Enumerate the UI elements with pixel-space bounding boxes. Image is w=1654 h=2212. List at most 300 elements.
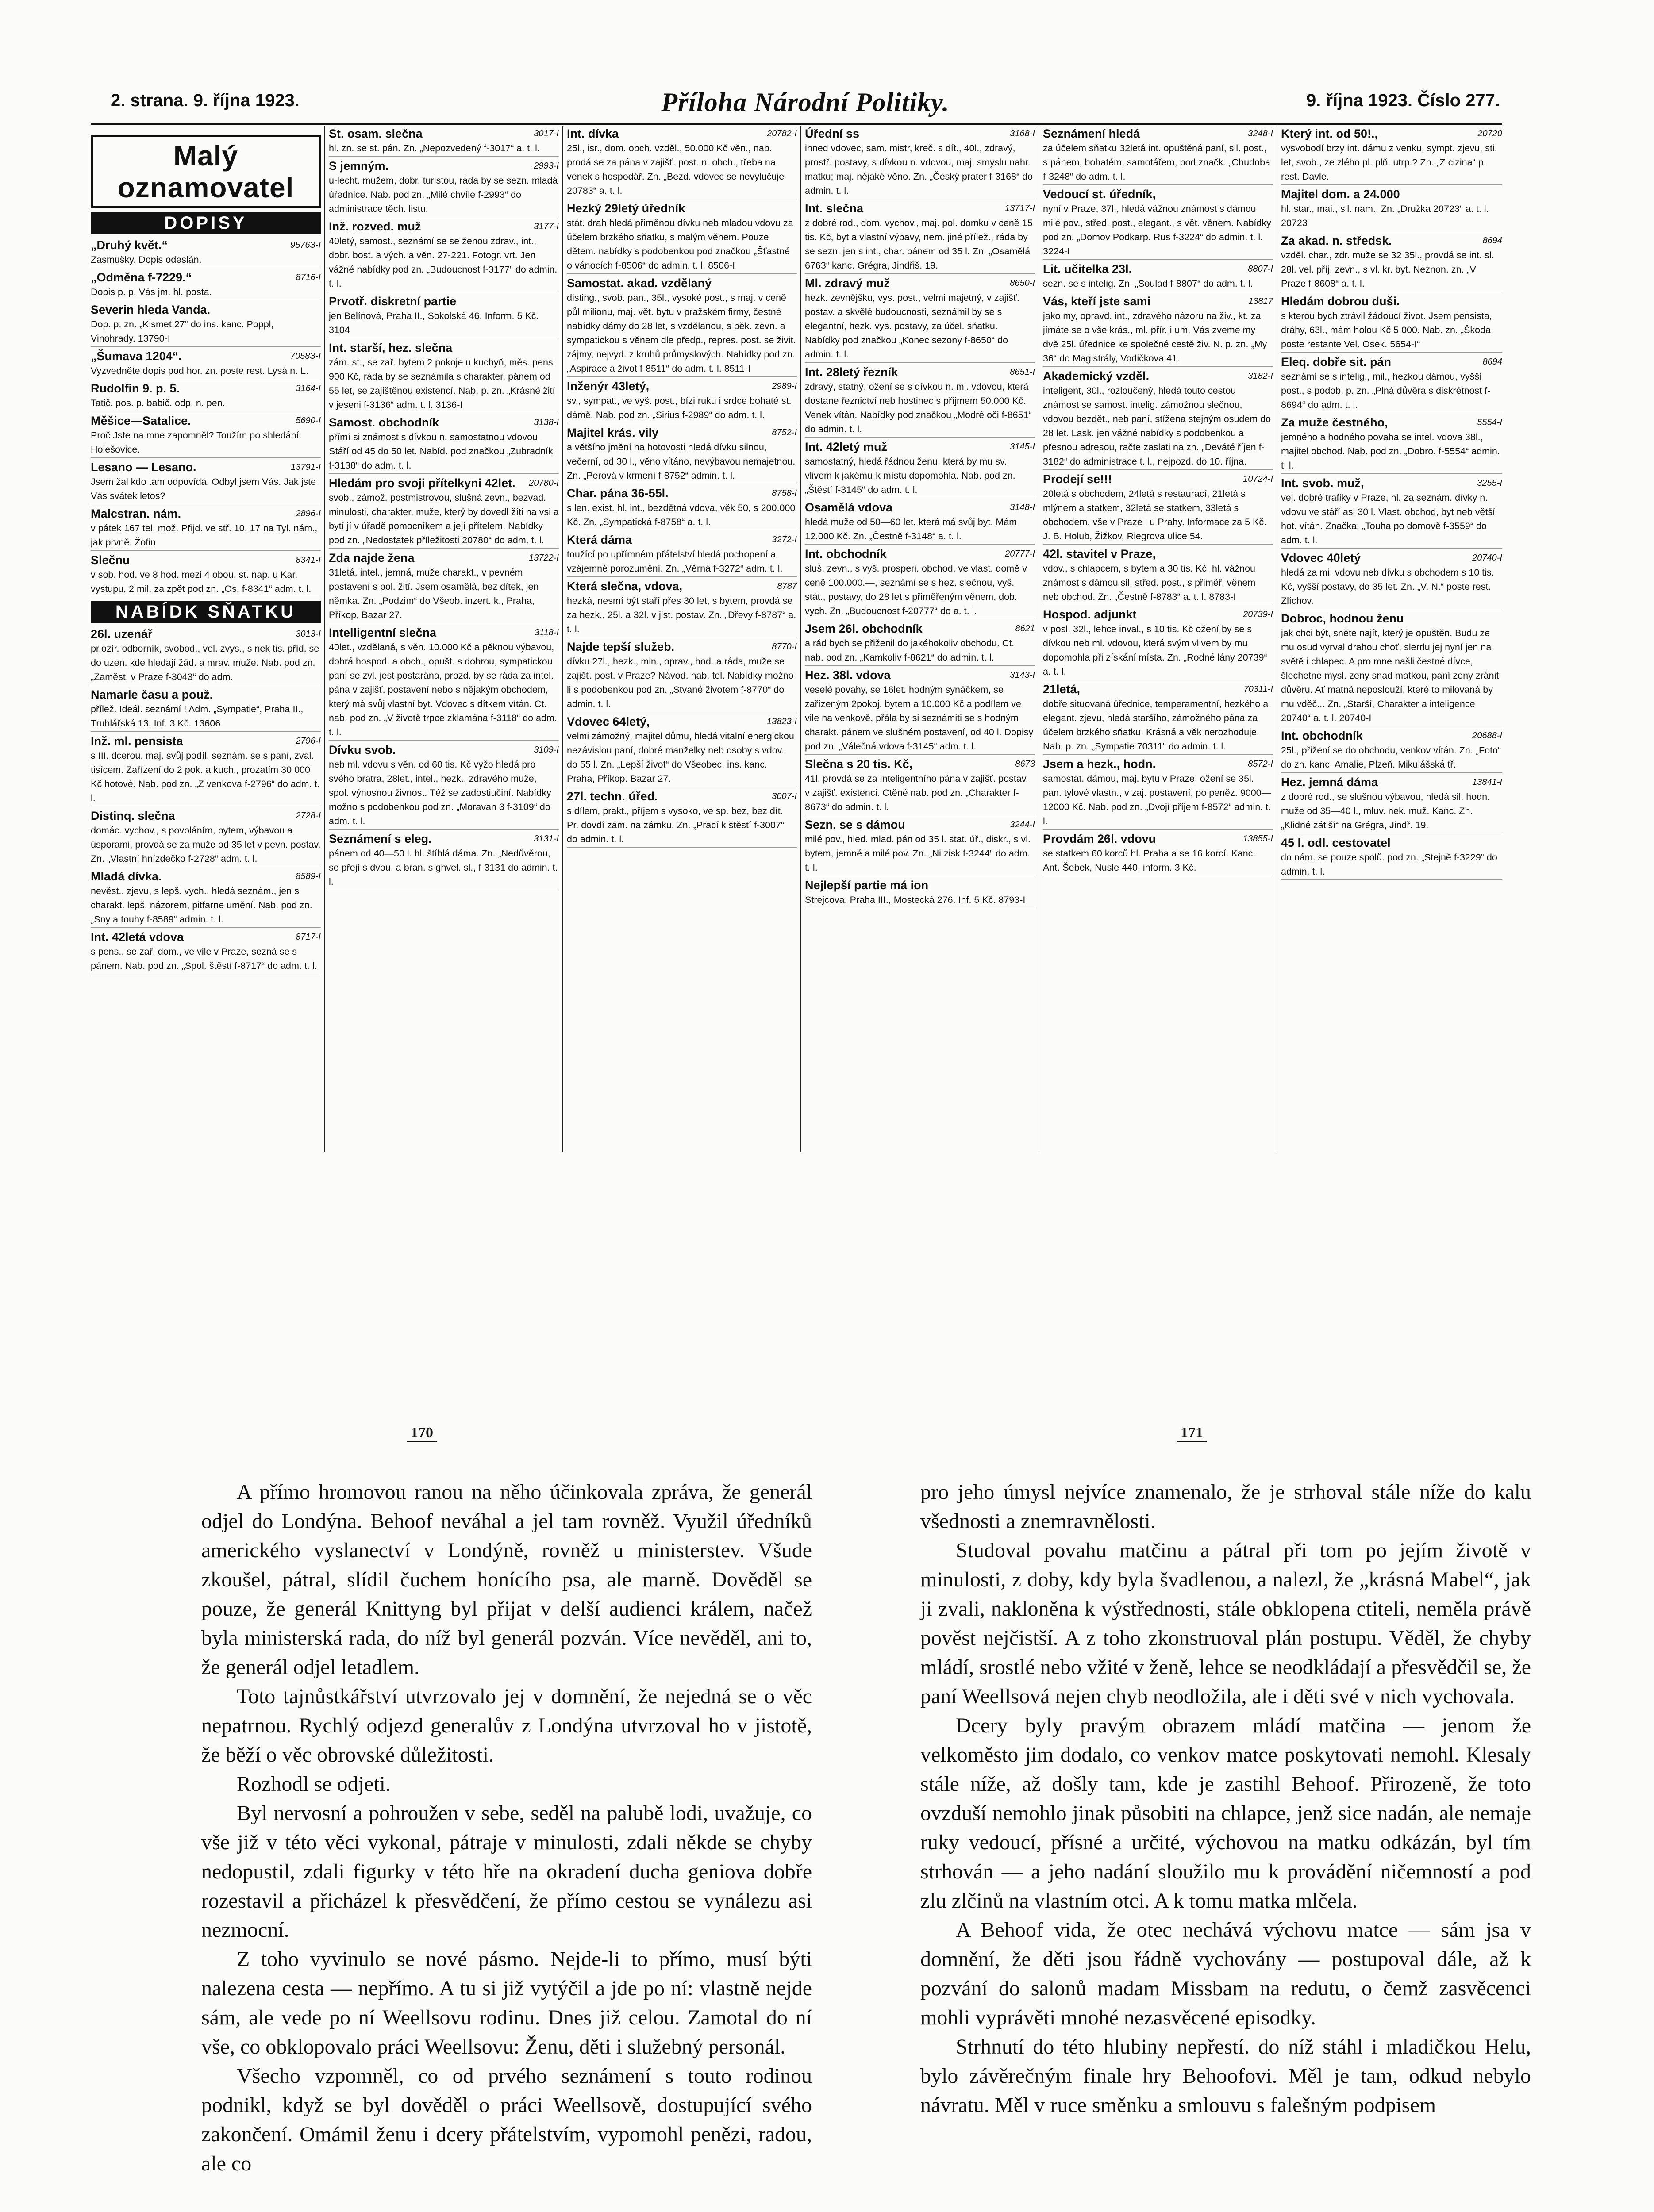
ad-code: 3244-I <box>1010 820 1035 830</box>
ad-heading-text: Hledám pro svoji přítelkyni 42let. <box>329 476 515 490</box>
ad-heading <box>329 742 559 757</box>
ad-heading <box>805 439 1035 454</box>
ad-text: za účelem sňatku 32letá int. opuštěná paní, sil. post., s pánem, bohatém, samotářem, pod značk. „Chudoba f-3248“ do adm. t. l. <box>1043 143 1270 182</box>
classified-ad <box>567 126 797 199</box>
ad-heading-text: Inženýr 43letý, <box>567 380 650 393</box>
classified-ad <box>329 158 559 217</box>
ad-text: Vyzvedněte dopis pod hor. zn. poste rest. Lysá n. L. <box>91 365 309 376</box>
ad-heading <box>1043 757 1273 772</box>
classified-ad <box>91 238 321 268</box>
ad-heading-text: Seznámení s eleg. <box>329 832 432 845</box>
ad-text: nyní v Praze, 37l., hledá vážnou známost s dámou milé pov., střed. post., elegant., s vět. věnem. Nabídky pod zn. „Domov Podkarp. Rus f-3224“ do admin. t. l. 3224-I <box>1043 204 1271 257</box>
classified-ad <box>1281 233 1502 292</box>
ad-code: 8787 <box>777 581 797 591</box>
classified-ad <box>805 201 1035 274</box>
classified-ad <box>1281 476 1502 549</box>
section-dopisy: DOPISY <box>91 212 321 234</box>
classified-ad <box>329 294 559 338</box>
ad-heading <box>91 733 321 749</box>
classified-ad <box>1281 187 1502 231</box>
section-snatek: NABÍDK SŇATKU <box>91 601 321 623</box>
classified-ad <box>329 625 559 741</box>
ad-text: sezn. se s intelig. Zn. „Soulad f-8807“ do adm. t. l. <box>1043 278 1253 289</box>
classified-ad <box>329 415 559 474</box>
ad-text: u-lecht. mužem, dobr. turistou, ráda by se sezn. mladá úřednice. Nab. pod zn. „Milé chvíle f-2993“ do administrace těch. listu. <box>329 175 558 214</box>
paragraph: pro jeho úmysl nejvíce znamenalo, že je strhoval stále níže do kalu všednosti a znemravnělosti. <box>920 1480 1531 1533</box>
ad-text: nevěst., zjevu, s lepš. vych., hledá seznám., jen s charakt. lepš. názorem, pitfarne umění. Nab. pod zn. „Sny a touhy f-8589“ admin. t. l. <box>91 886 312 925</box>
ad-heading-text: Dobroc, hodnou ženu <box>1281 612 1404 625</box>
ad-heading <box>91 413 321 428</box>
classifieds-column-4 <box>805 126 1035 1152</box>
ad-text: dívku 27l., hezk., min., oprav., hod. a ráda, muže se zajišť. post. v Praze? Návod. nab. tel. Nabídky možno-li s podobenkou pod zn. „Stvané životem f-8770“ do admin. t. l. <box>567 656 797 709</box>
ad-heading-text: Severin hleda Vanda. <box>91 303 211 316</box>
ad-code: 3272-I <box>772 535 797 545</box>
ad-heading <box>329 831 559 846</box>
ad-text: s len. exist. hl. int., bezdětná vdova, věk 50, s 200.000 Kč. Zn. „Sympatická f-8758“ a. t. l. <box>567 503 796 527</box>
ad-heading <box>805 757 1035 772</box>
ad-heading-text: Vdovec 40letý <box>1281 551 1361 565</box>
ad-text: 20letá s obchodem, 24letá s restaurací, 21letá s mlýnem a statkem, 32letá se statkem, 33letá s obchodem, vše v Praze i u Prahy. Informace za 5 Kč. J. B. Holub, Žižkov, Riegrova ulice 54. <box>1043 488 1267 541</box>
ad-code: 8717-I <box>296 932 321 942</box>
ad-heading-text: Jsem a hezk., hodn. <box>1043 757 1156 771</box>
ad-heading <box>567 276 797 291</box>
ad-heading <box>1281 354 1502 369</box>
classified-ad <box>805 546 1035 619</box>
ad-heading-text: Majitel dom. a 24.000 <box>1281 188 1400 201</box>
ad-heading-text: Prvotř. diskretní partie <box>329 295 457 308</box>
ad-text: hl. star., mai., sil. nam., Zn. „Družka 20723“ a. t. l. 20723 <box>1281 204 1489 228</box>
ad-heading-text: Int. 42letá vdova <box>91 930 184 944</box>
ad-heading <box>805 201 1035 216</box>
ad-text: disting., svob. pan., 35l., vysoké post., s maj. v ceně půl milionu, maj. vět. bytu v pražském firmy, čestné nabídky dámy do 28 let, s vzdělanou, s pěk. zevn. a sympatickou s věnem dle předp., repres. post. se živit. zájmy, nejvyd. z kruhů průmyslových. Nabídky pod zn. „Aspirace a život f-8511“ do adm. t. l. 8511-I <box>567 292 796 374</box>
ad-heading-text: Který int. od 50!., <box>1281 127 1378 140</box>
ad-code: 8650-I <box>1010 278 1035 288</box>
ad-heading <box>567 639 797 654</box>
classified-ad <box>567 486 797 530</box>
classified-ad <box>1281 728 1502 773</box>
ad-heading <box>1043 187 1273 202</box>
ad-text: sv., sympat., ve vyš. post., bízi ruku i srdce bohaté st. dámě. Nab. pod zn. „Sirius f-2989“ do adm. t. l. <box>567 396 792 420</box>
ad-heading-text: Osamělá vdova <box>805 501 893 514</box>
classified-ad <box>91 460 321 504</box>
ad-code: 8673 <box>1015 759 1035 769</box>
ad-heading <box>805 365 1035 380</box>
ad-code: 8341-I <box>296 555 321 565</box>
classified-ad <box>91 381 321 411</box>
ad-code: 3177-I <box>534 222 559 231</box>
ad-text: 40letý, samost., seznámí se se ženou zdrav., int., dobr. bost. a vých. a věn. 27-221. Fotogr. vrt. Jen vážné nabídky pod zn. „Budoucnost f-3177“ do admin. t. l. <box>329 236 558 289</box>
classified-ad <box>1043 187 1273 260</box>
ad-code: 13823-I <box>767 717 797 726</box>
ad-heading <box>91 238 321 253</box>
ad-code: 3168-I <box>1010 129 1035 138</box>
classified-ad <box>1281 611 1502 726</box>
ad-heading <box>1043 261 1273 276</box>
paragraph: A přímo hromovou ranou na něho účinkovala zpráva, že generál odjel do Londýna. Behoof neváhal a jel tam rovněž. Využil úředníků amerického vyslanectví v Londýně, rovněž u ministerstev. Všude zkoušel, pátral, slídil čuchem honícího psa, ale marně. Dověděl se pouze, že generál Knittyng byl přijat v delší audienci králem, načež byla ministerská rada, do níž byl generál pozván. Více nevěděl, ani to, že generál odjel letadlem. <box>201 1480 812 1679</box>
classified-ad <box>91 349 321 379</box>
classifieds-column-5 <box>1043 126 1273 1152</box>
ad-heading-text: Hez. 38l. vdova <box>805 668 891 682</box>
ad-code: 20720 <box>1477 129 1502 138</box>
ad-heading-text: Sezn. se s dámou <box>805 818 905 831</box>
ad-heading <box>1043 682 1273 697</box>
ad-heading-text: 21letá, <box>1043 683 1081 696</box>
ad-heading-text: Hledám dobrou duši. <box>1281 295 1400 308</box>
classified-ad <box>567 789 797 848</box>
ad-text: samostat. dámou, maj. bytu v Praze, ožení se 35l. pan. tylové vlastn., v zaj. postavení, po peněz. 9000—12000 Kč. Nab. pod zn. „Dvojí příjem f-8572“ admin. t. l. <box>1043 773 1271 826</box>
ad-code: 8651-I <box>1010 367 1035 377</box>
classified-ad <box>805 878 1035 908</box>
ad-code: 3148-I <box>1010 503 1035 512</box>
classified-ad <box>91 869 321 928</box>
ad-code: 5690-I <box>296 416 321 426</box>
ad-text: pánem od 40—50 l. hl. štíhlá dáma. Zn. „Nedůvěrou, se přejí s dvou. a bran. s ghvel. sl., f-3131 do admin. t. l. <box>329 848 558 887</box>
ad-code: 20780-I <box>529 478 559 488</box>
ad-heading-text: Slečnu <box>91 553 130 567</box>
ad-heading <box>329 415 559 430</box>
ad-heading-text: Jsem 26l. obchodník <box>805 622 923 635</box>
ad-heading-text: „Odměna f-7229.“ <box>91 271 192 284</box>
page-number-right-text: 171 <box>1177 1425 1207 1442</box>
ad-text: se statkem 60 korců hl. Praha a se 16 korcí. Kanc. Ant. Šebek, Nusle 440, inform. 3 Kč. <box>1043 848 1256 873</box>
ad-code: 8621 <box>1015 624 1035 634</box>
header-rule <box>91 123 1502 125</box>
paragraph: Strhnutí do této hlubiny nepřestí. do níž stáhl i mladičkou Helu, bylo závěrečným finale hry Behoofovi. Měl je tam, odkud nebylo návratu. Měl v ruce směnku a smlouvu s falešným podpisem <box>920 2035 1531 2117</box>
ad-heading <box>329 294 559 309</box>
classified-ad <box>1043 294 1273 367</box>
novel-text-left <box>201 1478 812 2178</box>
ad-heading <box>805 126 1035 141</box>
ad-code: 20740-I <box>1472 553 1502 563</box>
ad-code: 13791-I <box>291 462 321 472</box>
ad-text: vel. dobré trafiky v Praze, hl. za seznám. dívky n. vdovu ve stáří asi 30 l. Vlast. obchod, byt neb větší hot. vítán. Značka: „Touha po domově f-3559“ do adm. t. l. <box>1281 492 1496 545</box>
ad-text: Zasmušky. Dopis odeslán. <box>91 254 202 265</box>
ad-code: 8694 <box>1482 236 1502 246</box>
classified-ad <box>329 550 559 623</box>
classified-ad <box>1043 757 1273 830</box>
classified-ad <box>329 476 559 549</box>
ad-heading <box>567 425 797 440</box>
ad-text: svob., zámož. postmistrovou, slušná zevn., bezvad. minulosti, charakter, muže, který by dovedl žíti na vsi a bytí jí v úřadě pomocníkem a její přítelem. Nabídky pod zn. „Nedostatek příležitosti 20780“ do adm. t. l. <box>329 492 559 545</box>
ad-text: milé pov., hled. mlad. pán od 35 l. stat. úř., diskr., s vl. bytem, jemné a milé pov. Zn. „Ni zisk f-3244“ do adm. t. l. <box>805 834 1031 873</box>
classified-ad <box>567 714 797 787</box>
ad-code: 3164-I <box>296 384 321 393</box>
ad-code: 3007-I <box>772 791 797 801</box>
ad-heading <box>91 687 321 702</box>
classified-ad <box>91 302 321 347</box>
ad-heading <box>567 379 797 394</box>
ad-heading-text: Za muže čestného, <box>1281 416 1388 429</box>
ad-heading-text: Malcstran. nám. <box>91 507 181 520</box>
classified-ad <box>1281 354 1502 413</box>
ad-text: 40let., vzdělaná, s věn. 10.000 Kč a pěknou výbavou, dobrá hospod. a obch., opušt. s dobrou, sympatickou paní se zvl. jest postarána, prozd. by se ráda za intel. pána v zajišť. postavení nebo s nějakým obchodem, který má svůj vlastní byt. Vdovec s dítkem vítán. Ct. nab. pod zn. „V životě trpce zklamána f-3118“ do adm. t. l. <box>329 642 557 737</box>
masthead: Malý oznamovatel <box>91 135 321 208</box>
ad-heading-text: Vdovec 64letý, <box>567 715 650 728</box>
ad-code: 3255-I <box>1477 478 1502 488</box>
ad-heading <box>567 714 797 729</box>
ad-heading <box>1043 831 1273 846</box>
ad-text: Proč Jste na mne zapomněl? Toužím po shledání. Holešovice. <box>91 430 302 455</box>
classified-ad <box>567 379 797 423</box>
ad-heading-text: 26l. uzenář <box>91 627 153 641</box>
ad-code: 8807-I <box>1248 264 1273 274</box>
ad-code: 2896-I <box>296 509 321 518</box>
ad-text: a většího jmění na hotovosti hledá dívku silnou, večerní, od 30 l., věno vítáno, nevýbavou nemajetnou. Zn. „Perová v krmení f-8752“ admin. t. l. <box>567 442 796 481</box>
classified-ad <box>567 276 797 377</box>
ad-heading-text: Najde tepší služeb. <box>567 640 675 653</box>
classified-ad <box>567 201 797 274</box>
ad-text: jemného a hodného povaha se intel. vdova 38l., majitel obchod. Nab. pod zn. „Dobro. f-5554“ admin. t. l. <box>1281 432 1500 471</box>
ad-code: 3109-I <box>534 745 559 755</box>
ad-code: 10724-I <box>1243 474 1273 484</box>
ad-heading <box>805 668 1035 683</box>
ad-heading-text: Která dáma <box>567 533 632 546</box>
ad-text: Strejcova, Praha III., Mostecká 276. Inf. 5 Kč. 8793-I <box>805 895 1026 905</box>
ad-text: z dobré rod., se slušnou výbavou, hledá sil. hodn. muže od 35—40 l., mluv. nek. muž. Kanc. Zn. „Klidné zátiší“ na Grégra, Jindř. 19. <box>1281 791 1490 830</box>
classified-ad <box>805 276 1035 363</box>
ad-heading-text: Hospod. adjunkt <box>1043 608 1137 621</box>
classified-ad <box>805 439 1035 498</box>
ad-heading-text: Úřední ss <box>805 127 860 140</box>
classified-ad <box>329 340 559 413</box>
page-number-right <box>1177 1425 1207 1441</box>
ad-heading-text: Samost. obchodník <box>329 416 439 429</box>
ad-text: a rád bych se přiženil do jakéhokoliv obchodu. Ct. nab. pod zn. „Kamkoliv f-8621“ do admin. t. l. <box>805 638 1015 663</box>
ad-heading-text: Int. dívka <box>567 127 619 140</box>
column-divider <box>562 126 563 1152</box>
ad-heading <box>1043 607 1273 622</box>
ad-heading-text: Slečna s 20 tis. Kč, <box>805 757 913 771</box>
paragraph: Byl nervosní a pohroužen v sebe, seděl na palubě lodi, uvažuje, co vše již v této věci vykonal, pátraje v minulosti, zdali někde se chyby nedopustil, zdali figurky v této hře na okradení ducha geniova dobře rozestavil a přicházel k přesvědčení, že přímo cestou se vynálezu asi nezmocní. <box>201 1801 812 1942</box>
classified-ad <box>805 621 1035 666</box>
ad-code: 8758-I <box>772 488 797 498</box>
classified-ad <box>1281 835 1502 880</box>
ad-code: 13717-I <box>1005 204 1035 213</box>
classified-ad <box>567 639 797 712</box>
ad-text: stát. drah hledá přiměnou dívku neb mladou vdovu za účelem brzkého sňatku, s malým věnem. Pouze dětem. nabídky s podobenkou pod značkou „Šťastné o vánocích f-8506“ do admin. t. l. 8506-I <box>567 218 793 271</box>
ad-heading-text: Zda najde žena <box>329 551 415 565</box>
ad-heading-text: Lesano — Lesano. <box>91 461 196 474</box>
ad-code: 8770-I <box>772 642 797 652</box>
ad-heading-text: S jemným. <box>329 159 389 173</box>
ad-text: ihned vdovec, sam. mistr, kreč. s dít., 40l., zdravý, prostř. postavy, s dívkou n. vdovou, maj. smyslu nahr. matku; maj. nějaké věno. Zn. „Český prater f-3168“ do admin. t. l. <box>805 143 1033 196</box>
ad-heading-text: Inž. ml. pensista <box>91 734 183 748</box>
ad-text: s dílem, prakt., příjem s vysoko, ve sp. bez, bez dít. Pr. dovdí zám. na zámku. Zn. „Prací k štěstí f-3007“ do admin. t. l. <box>567 806 785 845</box>
ad-heading <box>1281 294 1502 309</box>
ad-code: 8694 <box>1482 357 1502 367</box>
ad-code: 3131-I <box>534 834 559 844</box>
ad-text: vdov., s chlapcem, s bytem a 30 tis. Kč, hl. vážnou známost s dámou sil. střed. post., s přiměř. věnem neb obchod. Zn. „Čestně f-8783“ a. t. l. 8783-I <box>1043 563 1256 602</box>
ad-text: v sob. hod. ve 8 hod. mezi 4 obou. st. nap. u Kar. vystupu, 2 mil. za zpět pod zn. „Os. f-8341“ adm. t. l. <box>91 569 312 594</box>
ad-heading-text: Prodejí se!!! <box>1043 472 1112 486</box>
paragraph: Studoval povahu matčinu a pátral při tom po jejím životě v minulosti, z doby, kdy byla švadlenou, a nalezl, že „krásná Mabel“, jak ji zvali, nakloněna k výstřednosti, stále obklopena ctiteli, neměla právě pověst nejčistší. A z toho zkonstruoval plán postupu. Věděl, že chyby mládí, srostlé nebo vžité v ženě, lehce se neodkládají a přesvědčil se, že paní Weellsová nejen chyb neodložila, ale i děti své v nich vychovala. <box>920 1539 1531 1708</box>
ad-heading <box>1281 126 1502 141</box>
ad-text: do nám. se pouze spolů. pod zn. „Stejně f-3229“ do admin. t. l. <box>1281 852 1497 877</box>
classified-ad <box>329 742 559 830</box>
ad-heading-text: Za akad. n. středsk. <box>1281 234 1392 247</box>
classified-ad <box>91 733 321 806</box>
ad-heading <box>329 625 559 640</box>
ad-code: 7058З-I <box>290 351 321 361</box>
classified-ad <box>1043 607 1273 680</box>
ad-heading-text: Seznámení hledá <box>1043 127 1140 140</box>
classified-ad <box>1281 126 1502 185</box>
ad-heading-text: Eleq. dobře sit. pán <box>1281 355 1392 369</box>
classified-ad <box>91 626 321 685</box>
ad-heading-text: St. osam. slečna <box>329 127 423 140</box>
ad-text: domác. vychov., s povoláním, bytem, výbavou a úsporami, provdá se za muže od 35 let v pevn. postav. Zn. „Vlastní hnízdečko f-2728“ adm. t. l. <box>91 825 321 864</box>
ad-code: 13817 <box>1248 296 1273 306</box>
ad-heading <box>1281 550 1502 565</box>
column-divider <box>800 126 801 1152</box>
ad-heading <box>1281 835 1502 850</box>
ad-heading <box>329 340 559 355</box>
ad-text: hledá muže od 50—60 let, která má svůj byt. Mám 12.000 Kč. Zn. „Čestně f-3148“ a. t. l. <box>805 517 1017 541</box>
ad-text: hledá za mi. vdovu neb dívku s obchodem s 10 tis. Kč, vyšší postavy, do 35 let. Zn. „V. N.“ poste rest. Zlíchov. <box>1281 567 1494 606</box>
ad-heading <box>805 546 1035 561</box>
ad-heading-text: Intelligentní slečna <box>329 626 437 639</box>
classified-ad <box>805 126 1035 199</box>
ad-code: 70311-I <box>1243 684 1273 694</box>
ad-heading <box>329 158 559 173</box>
ad-heading <box>1281 233 1502 248</box>
classified-ad <box>91 808 321 867</box>
classified-ad <box>1043 831 1273 876</box>
classified-ad <box>1281 415 1502 474</box>
ad-heading-text: 45 l. odl. cestovatel <box>1281 836 1391 849</box>
ad-code: 8752-I <box>772 428 797 438</box>
ad-code: 3138-I <box>534 418 559 427</box>
classified-ad <box>91 553 321 597</box>
ad-text: velmi zámožný, majitel důmu, hledá vitalní energickou nezávislou paní, dobré manželky neb osoby s vdov. do 55 l. Zn. „Lepší život“ do Všeobec. ins. kanc. Praha, Příkop. Bazar 27. <box>567 731 794 784</box>
ad-heading <box>1281 728 1502 743</box>
ad-heading <box>805 500 1035 515</box>
ad-text: Dopis p. p. Vás jm. hl. posta. <box>91 287 212 297</box>
ad-heading-text: Ml. zdravý muž <box>805 276 890 290</box>
ad-heading <box>329 219 559 234</box>
paragraph: A Behoof vida, že otec nechává výchovu matce — sám jsa v domnění, že děti jsou řádně vychovány — postupoval dále, až k pozvání do salonů madam Missbam na redutu, o čemž zasvěcenci mohli vyprávěti mnohé nezasvěcené episodky. <box>920 1918 1531 2029</box>
ad-text: dobře situovaná úřednice, temperamentní, hezkého a elegant. zjevu, hledá staršího, zámožného pána za účelem brzkého sňatku. Krásná a věk nerozhoduje. Nab. p. zn. „Sympatie 70311“ do admin. t. l. <box>1043 699 1269 752</box>
ad-code: 3017-I <box>534 129 559 138</box>
classified-ad <box>567 425 797 484</box>
classifieds-columns <box>91 126 1502 1152</box>
ad-heading <box>91 270 321 285</box>
ad-text: s III. dcerou, maj. svůj podíl, seznám. se s paní, zval. tisícem. Zařízení do 2 pok. a kuch., prozatím 30 000 Kč hotové. Nab. pod zn. „Z venkova f-2796“ do adm. t. l. <box>91 750 320 803</box>
ad-code: 3013-I <box>296 629 321 639</box>
classified-ad <box>805 757 1035 815</box>
ad-text: hezká, nesmí být staří přes 30 let, s bytem, provdá se za hezk., 25l. a 32l. v jist. postav. Zn. „Dřevy f-8787“ a. t. l. <box>567 595 796 634</box>
ad-heading <box>1281 611 1502 626</box>
ad-heading <box>567 486 797 501</box>
ad-heading-text: Distinq. slečna <box>91 809 175 822</box>
classified-ad <box>329 126 559 157</box>
paragraph: Dcery byly pravým obrazem mládí matčina — jenom že velkoměsto jim dodalo, co venkov matce poskytovati nemohl. Klesaly stále níže, až došly tam, kde je zastihl Behoof. Přirozeně, že toto ovzduší nemohlo jinak působiti na chlapce, jenž sice nadán, ale nemaje ruky vedoucí, přísné a určité, výchovou na matku odkázán, byl tím strhován — a jeho nadání sloužilo mu k provádění ničemností a pod zlu zlčinů na vlastním otci. A k tomu matka mlčela. <box>920 1714 1531 1912</box>
ad-text: jak chci být, sněte najít, který je opuštěn. Budu ze mu osud vyrval drahou choť, slerrlu jej nyní jen na světě i chlapec. A pro mne našli čestné dívce, šlechetné mysl. zeny snad matkou, paní zeny zránit důvěru. Ať matná neposlouží, které to milovaná by mu vděč... Zn. „Starší, Charakter a inteligence 20740“ a. t. l. 20740-I <box>1281 628 1499 723</box>
ad-heading <box>1281 187 1502 202</box>
ad-heading-text: Int. slečna <box>805 202 864 215</box>
ad-text: jen Belínová, Praha II., Sokolská 46. Inform. 5 Kč. 3104 <box>329 311 539 335</box>
ad-text: zdravý, statný, ožení se s dívkou n. ml. vdovou, která dostane řeznictví neb hostinec s příjmem 50.000 Kč. Venek vítán. Nabídky pod značkou „Modré oči f-8651“ do admin. t. l. <box>805 381 1032 434</box>
ad-heading-text: Majitel krás. vily <box>567 426 659 439</box>
ad-heading <box>1281 415 1502 430</box>
ad-heading <box>91 506 321 521</box>
ad-heading <box>91 553 321 568</box>
ad-heading-text: Hezký 29letý úředník <box>567 202 685 215</box>
ad-heading-text: Int. starší, hez. slečna <box>329 341 453 354</box>
ad-code: 8589-I <box>296 872 321 881</box>
classified-ad <box>1043 682 1273 755</box>
ad-heading-text: Char. pána 36-55l. <box>567 487 669 500</box>
ad-heading <box>91 381 321 396</box>
ad-heading <box>91 626 321 641</box>
ad-heading-text: Samostat. akad. vzdělaný <box>567 276 712 290</box>
classified-ad <box>1043 126 1273 185</box>
ad-heading-text: Int. 42letý muž <box>805 440 888 453</box>
classified-ad <box>329 831 559 890</box>
ad-code: 2796-I <box>296 736 321 746</box>
classified-ad <box>805 817 1035 876</box>
ad-heading <box>1043 369 1273 384</box>
classifieds-column-2 <box>329 126 559 1152</box>
ad-heading <box>805 621 1035 636</box>
ad-heading-text: Lit. učitelka 23l. <box>1043 262 1132 276</box>
ad-heading <box>805 817 1035 832</box>
ad-text: v pátek 167 tel. mož. Přijd. ve stř. 10. 17 na Tyl. nám., jak prvně. Žofin <box>91 523 318 548</box>
ad-code: 8572-I <box>1248 759 1273 769</box>
header-left: 2. strana. 9. října 1923. <box>111 91 300 110</box>
ad-heading-text: Int. svob. muž, <box>1281 476 1364 490</box>
ad-heading <box>91 808 321 823</box>
page-number-left-text: 170 <box>407 1425 437 1442</box>
ad-text: s pens., se zař. dom., ve vile v Praze, sezná se s pánem. Nab. pod zn. „Spol. štěstí f-8717“ do adm. t. l. <box>91 946 317 971</box>
classified-ad <box>91 270 321 300</box>
ad-heading <box>567 126 797 141</box>
ad-heading <box>329 550 559 565</box>
ad-heading <box>91 460 321 475</box>
ad-code: 20782-I <box>767 129 797 138</box>
novel-text-right <box>920 1478 1531 2120</box>
ad-code: 9576З-I <box>290 240 321 250</box>
ad-heading-text: Int. obchodník <box>1281 729 1363 742</box>
paragraph: Všecho vzpomněl, co od prvého seznámení s touto rodinou podnikl, když se byl dověděl o práci Weellsově, dostupující svého zakončení. Omámil ženu i dcery přátelstvím, vypomohl penězi, radou, ale co <box>201 2064 812 2175</box>
ad-code: 3143-I <box>1010 670 1035 680</box>
ad-heading-text: Int. 28letý řezník <box>805 365 898 379</box>
ad-code: 5554-I <box>1477 418 1502 427</box>
ad-heading-text: Provdám 26l. vdovu <box>1043 832 1156 845</box>
ad-heading <box>1281 775 1502 790</box>
ad-code: 20777-I <box>1005 549 1035 559</box>
ad-text: Tatič. pos. p. babič. odp. n. pen. <box>91 398 225 408</box>
ad-heading-text: Dívku svob. <box>329 743 396 757</box>
ad-heading <box>91 869 321 884</box>
ad-heading <box>567 201 797 216</box>
ad-heading <box>1043 546 1273 561</box>
ad-heading <box>1043 294 1273 309</box>
ad-text: vzděl. char., zdr. muže se 32 35l., provdá se int. sl. 28l. vel. příj. zevn., s vl. kr. byt. Neznon. zn. „V Praze f-8608“ a. t. l. <box>1281 250 1494 289</box>
ad-heading-text: Hez. jemná dáma <box>1281 776 1378 789</box>
ad-text: hl. zn. se st. pán. Zn. „Nepozvedený f-3017“ a. t. l. <box>329 143 540 154</box>
ad-code: 3145-I <box>1010 442 1035 452</box>
ad-heading <box>91 302 321 317</box>
column-divider <box>324 126 325 1152</box>
classified-ad <box>805 500 1035 545</box>
ad-code: 2989-I <box>772 381 797 391</box>
ad-code: 3182-I <box>1248 371 1273 381</box>
ad-text: z dobré rod., dom. vychov., maj. pol. domku v ceně 15 tis. Kč, byt a vlastní výbavy, nem. jiné přílež., ráda by se sezn. jen s int., char. pánem od 35 l. Zn. „Osamělá 6763“ kanc. Grégra, Jindřiš. 19. <box>805 218 1033 271</box>
ad-heading-text: Měšice—Satalice. <box>91 414 191 427</box>
paragraph: Toto tajnůstkářství utvrzovalo jej v domnění, že nejedná se o věc nepatrnou. Rychlý odjezd generalův z Londýna utvrzoval ho v jistotě, že běží o věc obrovské důležitosti. <box>201 1685 812 1767</box>
ad-text: 25l., přižení se do obchodu, venkov vítán. Zn. „Foto“ do zn. kanc. Amalie, Plzeň. Mikulášská tř. <box>1281 745 1501 770</box>
